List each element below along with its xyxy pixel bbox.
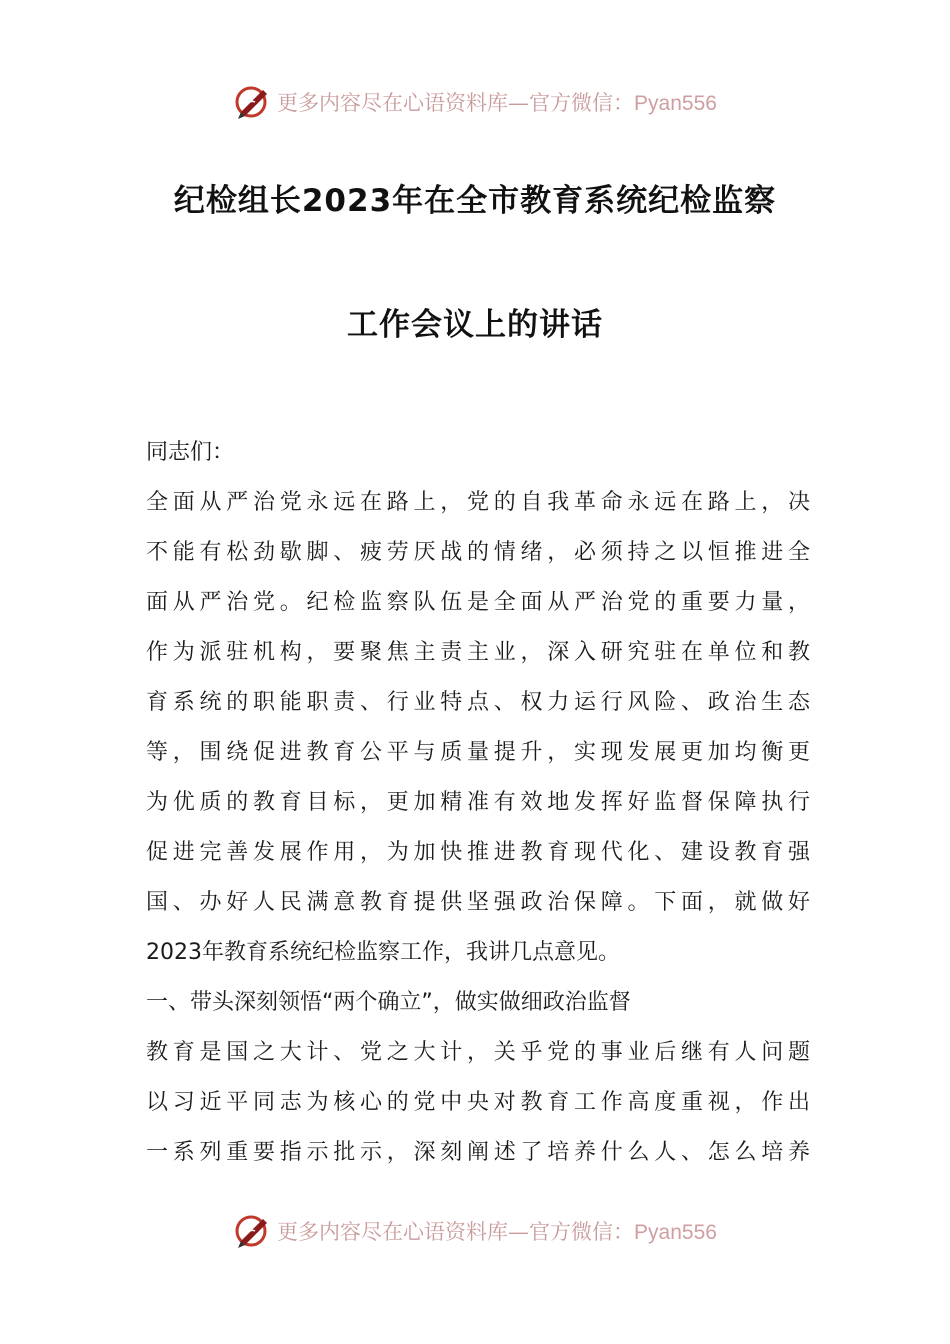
- body-line: 全面从严治党永远在路上，党的自我革命永远在路上，决: [146, 490, 810, 515]
- body-line: 国、办好人民满意教育提供坚强政治保障。下面，就做好: [146, 890, 810, 915]
- body-line: 为优质的教育目标，更加精准有效地发挥好监督保障执行: [146, 790, 810, 815]
- document-body: [146, 428, 810, 1178]
- body-line: 一系列重要指示批示，深刻阐述了培养什么人、怎么培养: [146, 1140, 810, 1165]
- watermark-main: 更多内容尽在心语资料库: [277, 91, 509, 115]
- watermark-banner-top: [0, 77, 950, 127]
- watermark-dash: —: [508, 1220, 530, 1244]
- watermark-banner-bottom: [0, 1206, 950, 1256]
- body-line: 不能有松劲歇脚、疲劳厌战的情绪，必须持之以恒推进全: [146, 540, 810, 565]
- body-line: 2023年教育系统纪检监察工作，我讲几点意见。: [146, 940, 620, 965]
- watermark-handle: Pyan556: [634, 1221, 717, 1244]
- document-title-line-1: 纪检组长2023年在全市教育系统纪检监察: [173, 183, 777, 219]
- watermark-main: 更多内容尽在心语资料库: [277, 1220, 509, 1244]
- section-heading: 一、带头深刻领悟“两个确立”，做实做细政治监督: [146, 990, 631, 1015]
- watermark-text: [277, 1216, 717, 1246]
- watermark-suffix: 官方微信：: [529, 91, 635, 115]
- watermark-text: [277, 87, 717, 117]
- body-line: 育系统的职能职责、行业特点、权力运行风险、政治生态: [146, 690, 810, 715]
- body-line: 作为派驻机构，要聚焦主责主业，深入研究驻在单位和教: [146, 640, 810, 665]
- document-title-line-2: 工作会议上的讲话: [347, 307, 603, 343]
- watermark-dash: —: [508, 91, 530, 115]
- watermark-handle: Pyan556: [634, 92, 717, 115]
- body-line: 教育是国之大计、党之大计，关乎党的事业后继有人问题: [146, 1040, 810, 1065]
- body-line: 等，围绕促进教育公平与质量提升，实现发展更加均衡更: [146, 740, 810, 765]
- body-line: 面从严治党。纪检监察队伍是全面从严治党的重要力量，: [146, 590, 810, 615]
- salutation: 同志们：: [146, 440, 235, 465]
- body-line: 以习近平同志为核心的党中央对教育工作高度重视，作出: [146, 1090, 810, 1115]
- pen-logo-icon: [233, 82, 273, 122]
- watermark-suffix: 官方微信：: [529, 1220, 635, 1244]
- body-line: 促进完善发展作用，为加快推进教育现代化、建设教育强: [146, 840, 810, 865]
- pen-logo-icon: [233, 1211, 273, 1251]
